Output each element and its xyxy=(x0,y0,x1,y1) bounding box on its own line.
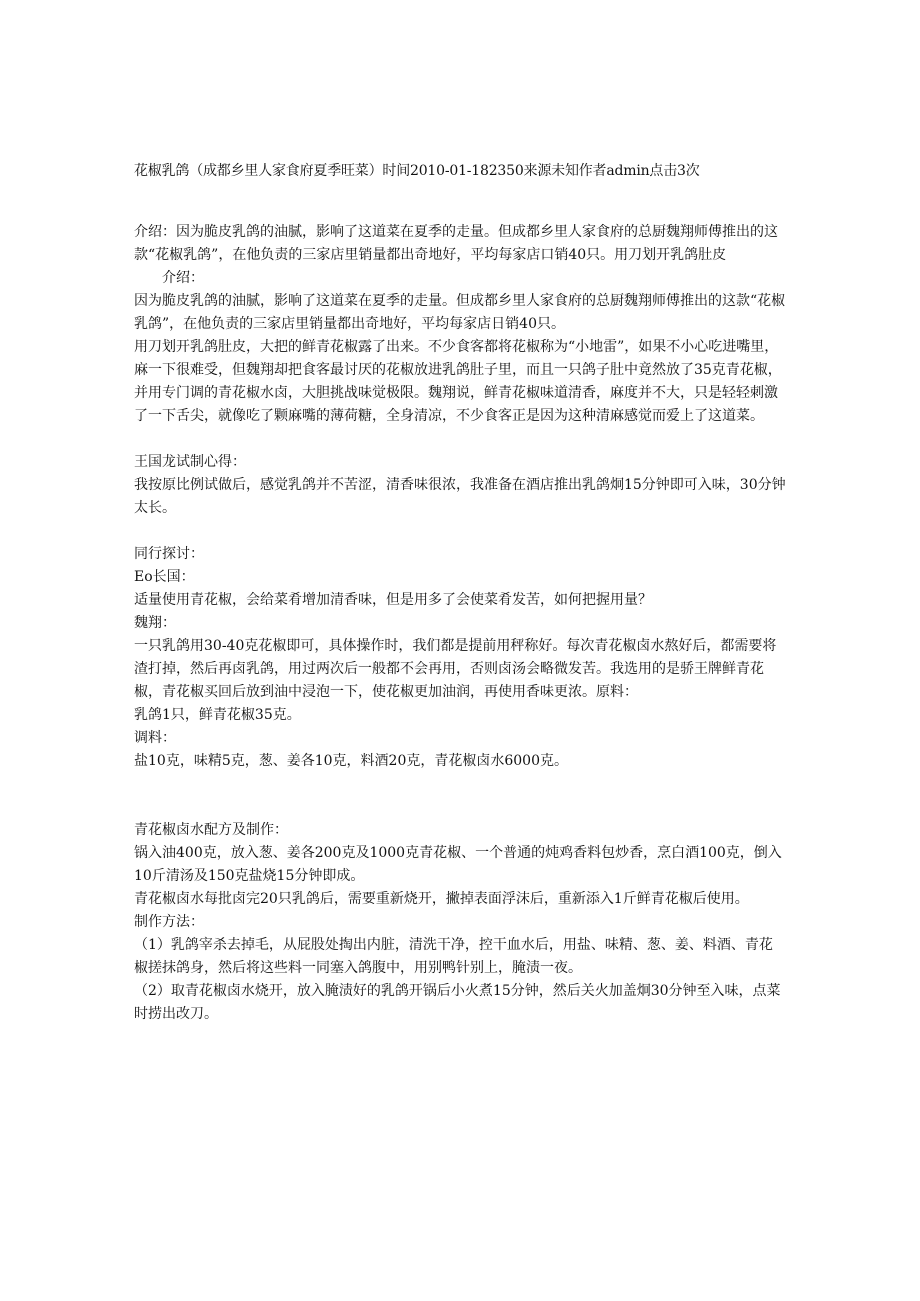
spacer xyxy=(134,520,786,543)
intro-paragraph-2: 用刀划开乳鸽肚皮，大把的鲜青花椒露了出来。不少食客都将花椒称为“小地雷”，如果不小心吃进嘴里，麻一下很难受，但魏翔却把食客最讨厌的花椒放进乳鸽肚子里，而且一只鸽子肚中竟然放了35克青花椒，并用专门调的青花椒水卤，大胆挑战味觉极限。魏翔说，鲜青花椒味道清香，麻度并不大，只是轻轻刺激了一下舌尖，就像吃了颗麻嘴的薄荷糖，全身清凉，不少食客正是因为这种清麻感觉而爱上了这道菜。 xyxy=(134,339,782,424)
spacer xyxy=(134,428,786,451)
document-title: 花椒乳鸽（成都乡里人家食府夏季旺菜）时间2010-01-182350来源未知作者admin点击3次 xyxy=(134,163,700,179)
brine-recipe: 锅入油400克，放入葱、姜各200克及1000克青花椒、一个普通的炖鸡香料包炒香，烹白酒100克，倒入10斤清汤及150克盐烧15分钟即成。 xyxy=(134,845,782,884)
method-heading: 制作方法： xyxy=(134,914,204,930)
brine-heading: 青花椒卤水配方及制作： xyxy=(134,822,288,838)
discussion-question: 适量使用青花椒，会给菜肴增加清香味，但是用多了会使菜肴发苦，如何把握用量？ xyxy=(134,592,652,608)
seasoning-text: 盐10克，味精5克，葱、姜各10克，料酒20克，青花椒卤水6000克。 xyxy=(134,753,568,769)
discussion-heading: 同行探讨： xyxy=(134,546,204,562)
trial-heading: 王国龙试制心得： xyxy=(134,454,246,470)
brine-reuse-note: 青花椒卤水每批卤完20只乳鸽后，需要重新烧开，撇掉表面浮沫后，重新添入1斤鲜青花椒后使用。 xyxy=(134,891,749,907)
intro-heading: 介绍： xyxy=(162,270,204,286)
method-step-1: （1）乳鸽宰杀去掉毛，从屁股处掏出内脏，清洗干净，控干血水后，用盐、味精、葱、姜、料酒、青花椒搓抹鸽身，然后将这些料一同塞入鸽腹中，用别鸭针别上，腌渍一夜。 xyxy=(134,937,773,976)
ingredients-text: 乳鸽1只，鲜青花椒35克。 xyxy=(134,707,301,723)
discussion-answer: 一只乳鸽用30-40克花椒即可，具体操作时，我们都是提前用秤称好。每次青花椒卤水熬好后，都需要将渣打掉，然后再卤乳鸽，用过两次后一般都不会再用，否则卤汤会略微发苦。我选用的是骄王牌鲜青花椒，青花椒买回后放到油中浸泡一下，使花椒更加油润，再使用香味更浓。原料： xyxy=(134,638,777,700)
trial-text: 我按原比例试做后，感觉乳鸽并不苦涩，清香味很浓，我准备在酒店推出乳鸽炯15分钟即可入味，30分钟太长。 xyxy=(134,477,786,516)
discussion-answer-speaker: 魏翔： xyxy=(134,615,176,631)
discussion-question-speaker: Eo长国： xyxy=(134,569,195,585)
intro-paragraph-1: 因为脆皮乳鸽的油腻，影响了这道菜在夏季的走量。但成都乡里人家食府的总厨魏翔师傅推出的这款“花椒乳鸽”，在他负责的三家店里销量都出奇地好，平均每家店日销40只。 xyxy=(134,293,786,332)
seasoning-heading: 调料： xyxy=(134,730,176,746)
document-body xyxy=(134,160,786,1026)
spacer xyxy=(134,773,786,819)
method-step-2: （2）取青花椒卤水烧开，放入腌渍好的乳鸽开锅后小火煮15分钟，然后关火加盖炯30分钟至入味，点菜时捞出改刀。 xyxy=(134,983,781,1022)
intro-summary: 介绍：因为脆皮乳鸽的油腻，影响了这道菜在夏季的走量。但成都乡里人家食府的总厨魏翔师傅推出的这款“花椒乳鸽”，在他负责的三家店里销量都出奇地好，平均每家店口销40只。用刀划开乳鸽肚皮 xyxy=(134,224,778,263)
